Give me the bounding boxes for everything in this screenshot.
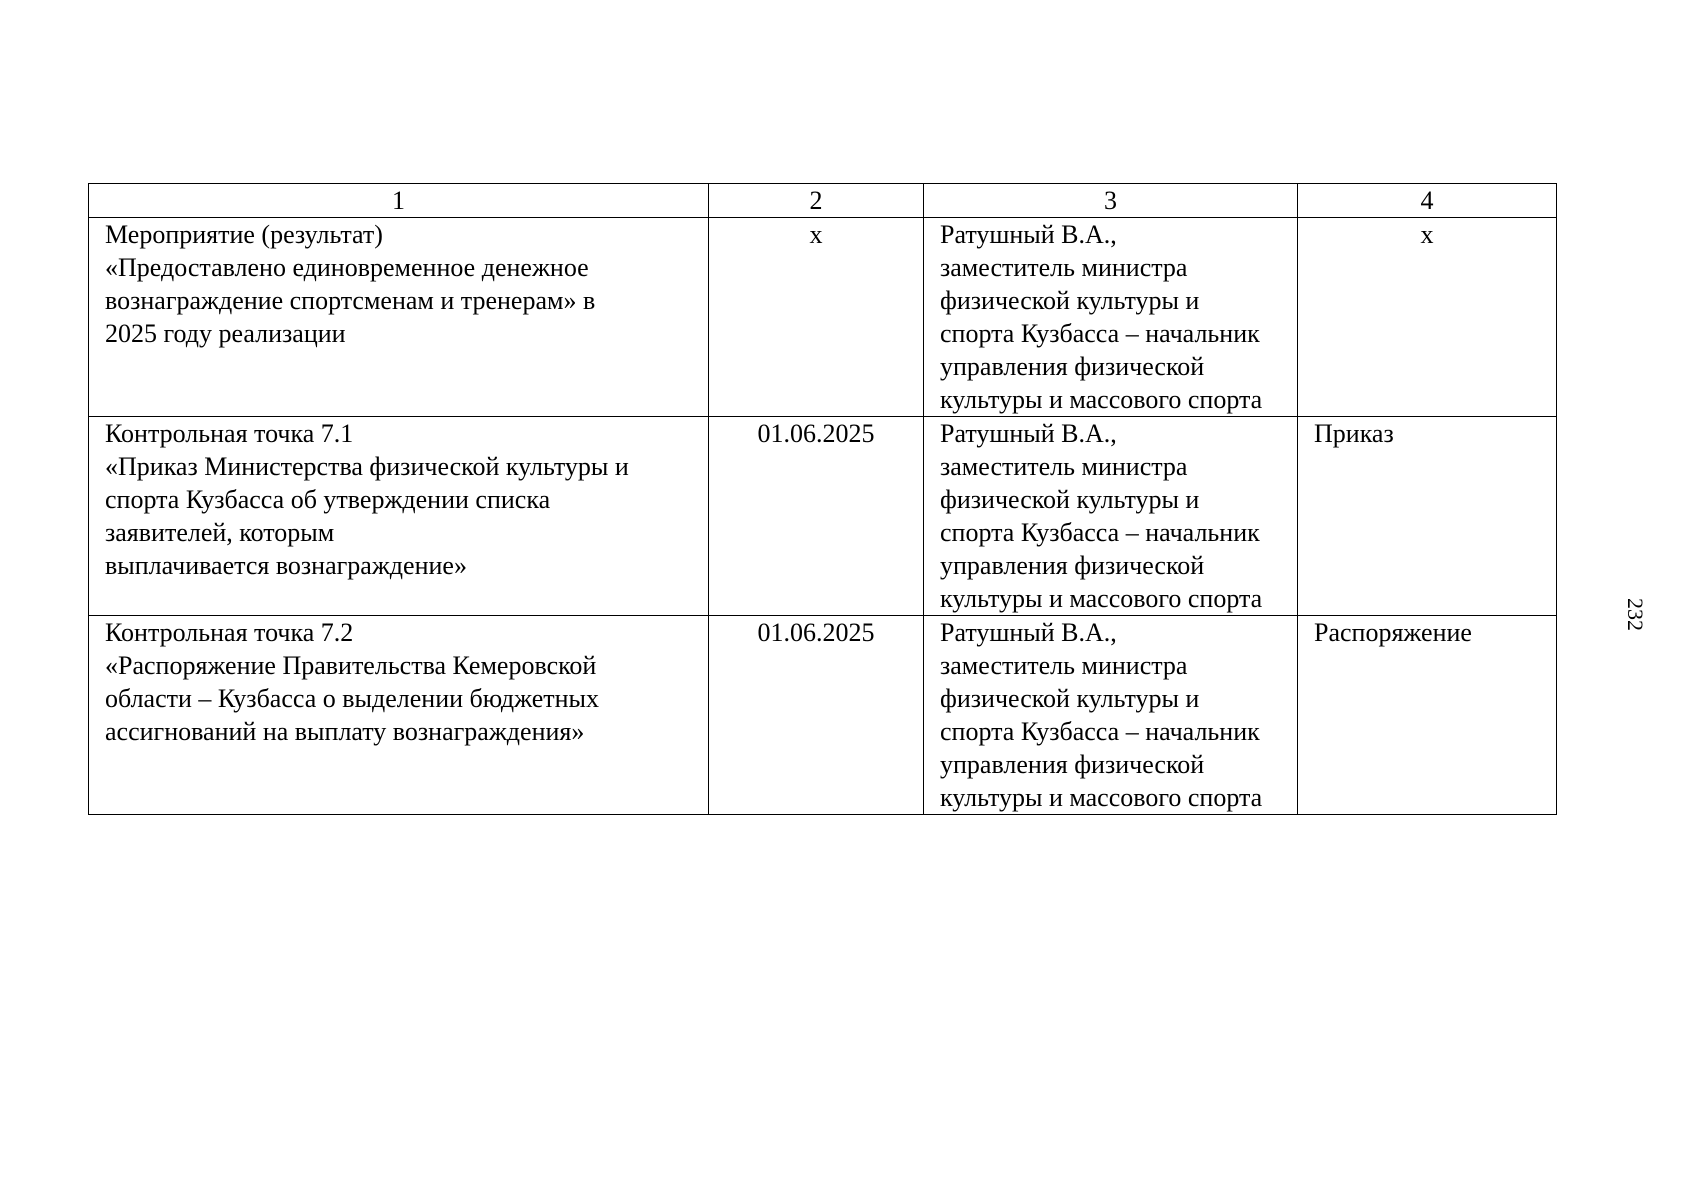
text-line: Контрольная точка 7.1 (105, 419, 354, 448)
event-document: Распоряжение (1298, 616, 1557, 815)
text-line: Контрольная точка 7.2 (105, 618, 354, 647)
text-line: выплачивается вознаграждение» (105, 551, 467, 580)
text-line: культуры и массового спорта (940, 783, 1263, 812)
text-line: спорта Кузбасса – начальник (940, 717, 1260, 746)
event-description (89, 218, 709, 417)
table-row (89, 417, 1557, 616)
text-line: Ратушный В.А., (940, 618, 1117, 647)
events-table (88, 183, 1557, 815)
event-document: Приказ (1298, 417, 1557, 616)
text-line: культуры и массового спорта (940, 385, 1263, 414)
event-date: 01.06.2025 (709, 616, 924, 815)
page-number: 232 (1623, 598, 1648, 631)
event-description (89, 616, 709, 815)
text-line: 2025 году реализации (105, 319, 346, 348)
text-line: физической культуры и (940, 684, 1200, 713)
event-document: x (1298, 218, 1557, 417)
text-line: «Предоставлено единовременное денежное (105, 253, 589, 282)
header-row (89, 184, 1557, 218)
text-line: культуры и массового спорта (940, 584, 1263, 613)
text-line: заместитель министра (940, 253, 1188, 282)
text-line: физической культуры и (940, 286, 1200, 315)
event-responsible (924, 616, 1298, 815)
text-line: управления физической (940, 551, 1205, 580)
event-date: 01.06.2025 (709, 417, 924, 616)
text-line: управления физической (940, 352, 1205, 381)
text-line: Ратушный В.А., (940, 419, 1117, 448)
table-row (89, 218, 1557, 417)
text-line: «Приказ Министерства физической культуры и (105, 452, 629, 481)
text-line: «Распоряжение Правительства Кемеровской (105, 651, 597, 680)
text-line: спорта Кузбасса об утверждении списка (105, 485, 551, 514)
text-line: заместитель министра (940, 452, 1188, 481)
event-responsible (924, 218, 1298, 417)
text-line: области – Кузбасса о выделении бюджетных (105, 684, 600, 713)
text-line: физической культуры и (940, 485, 1200, 514)
header-col-3: 3 (924, 184, 1298, 218)
header-col-1: 1 (89, 184, 709, 218)
text-line: Ратушный В.А., (940, 220, 1117, 249)
text-line: заместитель министра (940, 651, 1188, 680)
text-line: вознаграждение спортсменам и тренерам» в (105, 286, 596, 315)
header-col-4: 4 (1298, 184, 1557, 218)
event-description (89, 417, 709, 616)
event-responsible (924, 417, 1298, 616)
header-col-2: 2 (709, 184, 924, 218)
event-date: x (709, 218, 924, 417)
text-line: спорта Кузбасса – начальник (940, 518, 1260, 547)
text-line: управления физической (940, 750, 1205, 779)
text-line: ассигнований на выплату вознаграждения» (105, 717, 585, 746)
text-line: Мероприятие (результат) (105, 220, 383, 249)
table-row (89, 616, 1557, 815)
text-line: заявителей, которым (105, 518, 335, 547)
text-line: спорта Кузбасса – начальник (940, 319, 1260, 348)
